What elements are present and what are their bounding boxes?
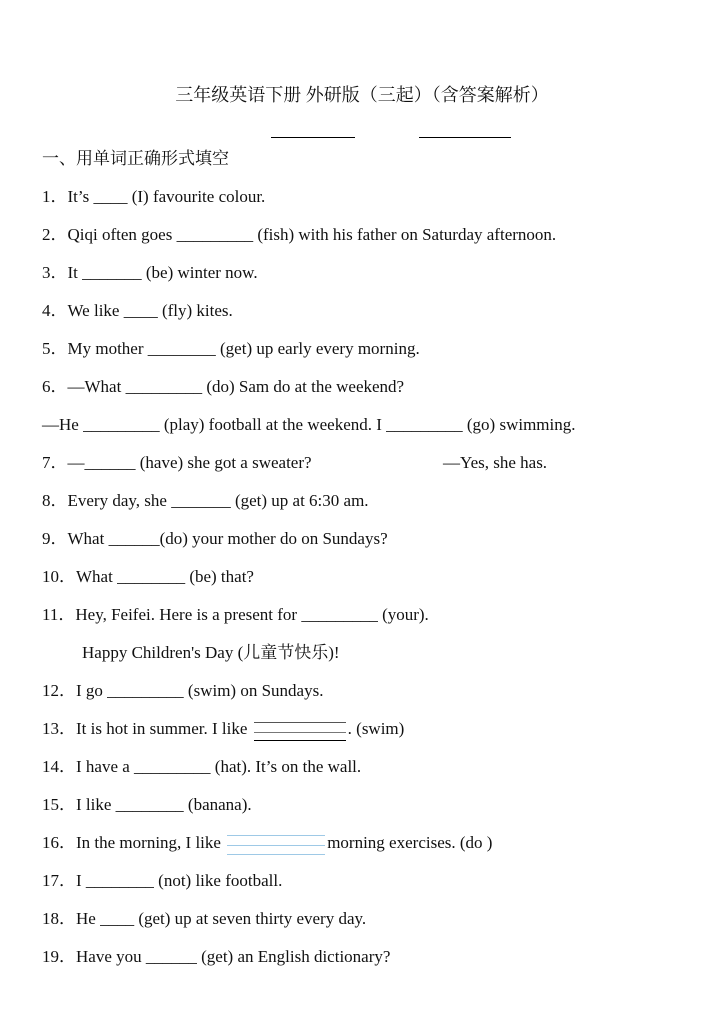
question-11-continued: Happy Children's Day (儿童节快乐)! [82,643,340,662]
question-7-reply: —Yes, she has. [443,453,548,472]
question-6-answer-line: —He _________ (play) football at the weekend. I _________ (go) swimming. [42,415,576,434]
question-18: 18．He ____ (get) up at seven thirty every day. [42,909,367,928]
question-14: 14．I have a _________ (hat). It’s on the wall. [42,757,362,776]
question-16 [42,833,492,854]
page-title: 三年级英语下册 外研版（三起）（含答案解析） [175,85,549,105]
question-9: 9．What ______(do) your mother do on Sundays? [42,529,388,548]
question-12: 12．I go _________ (swim) on Sundays. [42,681,324,700]
question-16-hint: morning exercises. (do ) [327,833,493,852]
question-10: 10．What ________ (be) that? [42,567,254,586]
question-19: 19．Have you ______ (get) an English dictionary? [42,947,391,966]
question-13-text: 13．It is hot in summer. I like [42,719,248,738]
question-2: 2．Qiqi often goes _________ (fish) with his father on Saturday afternoon. [42,225,557,244]
question-5: 5．My mother ________ (get) up early every morning. [42,339,420,358]
question-16-text: 16．In the morning, I like [42,833,221,852]
question-15: 15．I like ________ (banana). [42,795,252,814]
question-6: 6．—What _________ (do) Sam do at the weekend? [42,377,405,396]
question-7: 7．—______ (have) she got a sweater? [42,453,312,472]
question-11: 11．Hey, Feifei. Here is a present for _________ (your). [42,605,429,624]
title-blank-2[interactable] [419,137,511,138]
question-16-blank[interactable] [227,834,325,854]
question-3: 3．It _______ (be) winter now. [42,263,258,282]
question-1: 1．It’s ____ (I) favourite colour. [42,187,266,206]
question-17: 17．I ________ (not) like football. [42,871,283,890]
question-4: 4．We like ____ (fly) kites. [42,301,233,320]
question-13-hint: . (swim) [347,719,405,738]
question-13 [42,719,404,740]
question-8: 8．Every day, she _______ (get) up at 6:30 am. [42,491,369,510]
question-13-blank[interactable] [254,720,346,740]
section-heading: 一、用单词正确形式填空 [42,149,229,168]
title-blank-1[interactable] [271,137,355,138]
